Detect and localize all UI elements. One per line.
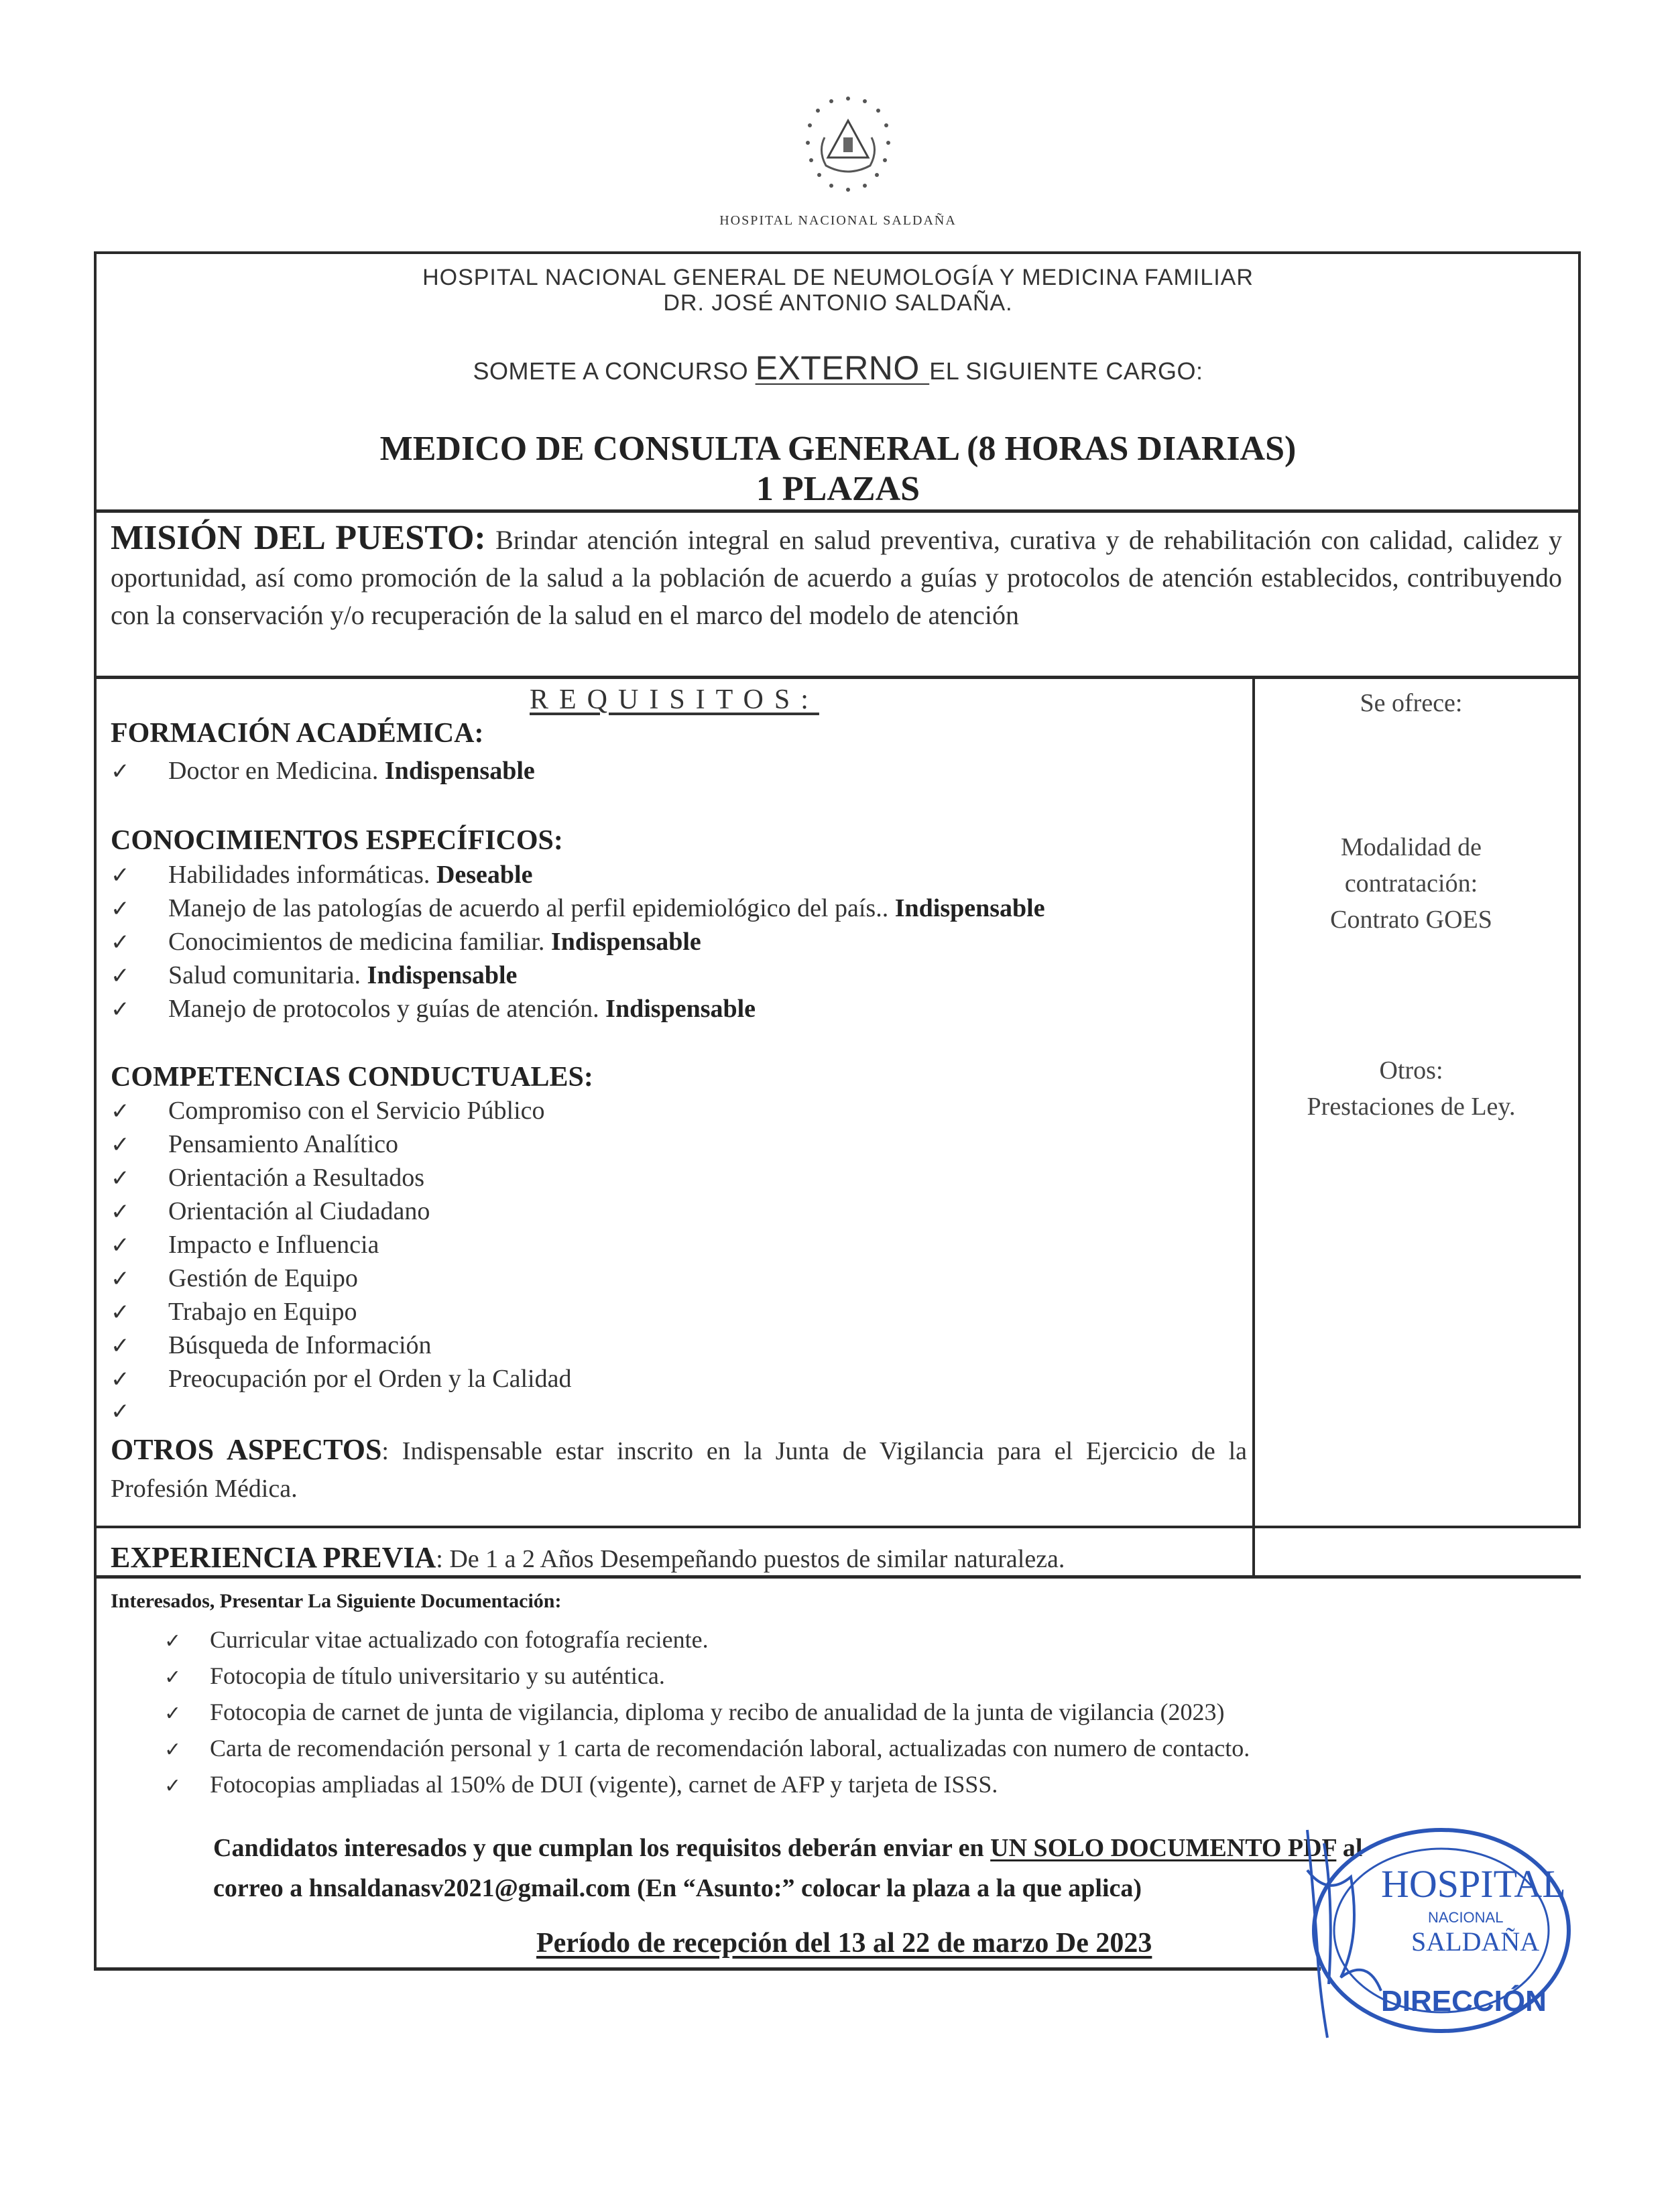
single-document-note: UN SOLO DOCUMENTO PDF (990, 1834, 1337, 1862)
list-item: ✓ Conocimientos de medicina familiar. Indispensable (111, 928, 701, 956)
list-item: ✓ Doctor en Medicina. Indispensable (111, 757, 535, 785)
divider-offer-column (1252, 676, 1255, 1575)
experience (111, 1540, 1065, 1575)
divider-requirements (94, 1575, 1581, 1579)
call-type: EXTERNO (755, 349, 930, 387)
offer-modality-3: Contrato GOES (1330, 906, 1492, 934)
coat-of-arms-icon (784, 90, 912, 211)
checkmark-icon: ✓ (111, 862, 130, 889)
emblem-caption: HOSPITAL NACIONAL SALDAÑA (719, 213, 957, 228)
list-item: ✓ Fotocopia de carnet de junta de vigilancia, diploma y recibo de anualidad de la junta de vigilancia (2023) (164, 1699, 1225, 1725)
other-aspects-text: : Indispensable estar inscrito en la Junta de Vigilancia para el Ejercicio de la Profesión Médica. (111, 1437, 1248, 1503)
other-aspects (111, 1431, 1247, 1508)
checkmark-icon: ✓ (111, 1299, 130, 1326)
call-prefix: SOMETE A CONCURSO (473, 357, 756, 385)
competencies-heading: COMPETENCIAS CONDUCTUALES: (111, 1062, 593, 1093)
other-aspects-label: OTROS ASPECTOS (111, 1433, 382, 1466)
list-item: ✓ Trabajo en Equipo (111, 1298, 357, 1326)
list-item: ✓ Pensamiento Analítico (111, 1130, 399, 1158)
list-item: ✓ Compromiso con el Servicio Público (111, 1097, 545, 1125)
list-item: ✓ Carta de recomendación personal y 1 carta de recomendación laboral, actualizadas con numero de contacto. (164, 1735, 1250, 1762)
offer-heading: Se ofrece: (1360, 689, 1463, 717)
checkmark-icon: ✓ (164, 1738, 182, 1762)
checkmark-icon: ✓ (111, 896, 130, 922)
list-item: ✓ Orientación a Resultados (111, 1164, 425, 1192)
checkmark-icon: ✓ (111, 758, 130, 785)
stamp-line2: NACIONAL (1428, 1909, 1504, 1926)
hospital-stamp (1287, 1817, 1582, 2044)
list-item: ✓ Fotocopias ampliadas al 150% de DUI (vigente), carnet de AFP y tarjeta de ISSS. (164, 1771, 998, 1798)
mission-text: Brindar atención integral en salud preventiva, curativa y de rehabilitación con calidad, calidez y oportunidad, así como promoción de la salud a la población de acuerdo a guías y protocolos de atención establecidos, contribuyendo con la conservación y/o recuperación de la salud en el marco del modelo de atención (111, 525, 1562, 630)
frame-left-bottom (94, 1528, 97, 1967)
checkmark-icon: ✓ (111, 1266, 130, 1292)
knowledge-heading: CONOCIMIENTOS ESPECÍFICOS: (111, 825, 563, 856)
checkmark-icon: ✓ (111, 1232, 130, 1259)
checkmark-icon: ✓ (111, 1131, 130, 1158)
checkmark-icon: ✓ (111, 1199, 130, 1225)
submission-line2: correo a hnsaldanasv2021@gmail.com (En “Asunto:” colocar la plaza a la que aplica) (213, 1874, 1142, 1902)
list-item: ✓ Habilidades informáticas. Deseable (111, 861, 533, 889)
offer-modality-2: contratación: (1344, 869, 1478, 898)
requirements-title: REQUISITOS: (530, 684, 819, 715)
list-item: ✓ Fotocopia de título universitario y su auténtica. (164, 1662, 665, 1689)
contest-call (0, 349, 1676, 387)
stamp-line4: DIRECCIÓN (1381, 1985, 1547, 2018)
experience-label: EXPERIENCIA PREVIA (111, 1541, 436, 1574)
checkmark-icon: ✓ (111, 963, 130, 989)
checkmark-icon: ✓ (111, 996, 130, 1023)
list-item: ✓ Impacto e Influencia (111, 1231, 379, 1259)
checkmark-icon: ✓ (111, 929, 130, 956)
checkmark-icon: ✓ (111, 1333, 130, 1359)
checkmark-icon: ✓ (164, 1666, 182, 1689)
list-item: ✓ Curricular vitae actualizado con fotografía reciente. (164, 1626, 709, 1653)
offer-modality-1: Modalidad de (1340, 833, 1482, 861)
divider-mission (94, 676, 1581, 679)
checkmark-icon: ✓ (111, 1366, 130, 1393)
stamp-line1: HOSPITAL (1381, 1862, 1566, 1906)
list-item (111, 1396, 168, 1426)
call-suffix: EL SIGUIENTE CARGO: (929, 357, 1203, 385)
checkmark-icon: ✓ (164, 1774, 182, 1798)
mission-block (111, 519, 1562, 634)
reception-period: Período de recepción del 13 al 22 de marzo De 2023 (536, 1928, 1152, 1959)
offer-others-2: Prestaciones de Ley. (1307, 1093, 1516, 1121)
list-item: ✓ Preocupación por el Orden y la Calidad (111, 1365, 572, 1393)
submission-line1: Candidatos interesados y que cumplan los requisitos deberán enviar en UN SOLO DOCUMENTO PDF al (213, 1834, 1363, 1862)
list-item: ✓ Búsqueda de Información (111, 1331, 432, 1359)
checkmark-icon: ✓ (164, 1630, 182, 1653)
divider-title (94, 509, 1581, 513)
list-item: ✓ Orientación al Ciudadano (111, 1197, 430, 1225)
position-title: MEDICO DE CONSULTA GENERAL (8 HORAS DIARIAS) (379, 430, 1297, 468)
documents-heading: Interesados, Presentar La Siguiente Documentación: (111, 1590, 562, 1612)
list-item: ✓ Gestión de Equipo (111, 1264, 358, 1292)
hospital-name-line1: HOSPITAL NACIONAL GENERAL DE NEUMOLOGÍA Y MEDICINA FAMILIAR (422, 265, 1254, 290)
stamp-line3: SALDAÑA (1411, 1926, 1540, 1957)
academic-heading: FORMACIÓN ACADÉMICA: (111, 718, 484, 749)
list-item: ✓ Manejo de protocolos y guías de atención. Indispensable (111, 995, 756, 1023)
list-item: ✓ Salud comunitaria. Indispensable (111, 961, 518, 989)
list-item: ✓ Manejo de las patologías de acuerdo al perfil epidemiológico del país.. Indispensable (111, 894, 1045, 922)
position-vacancies: 1 PLAZAS (756, 470, 920, 508)
checkmark-icon: ✓ (111, 1398, 130, 1425)
divider-bottom (94, 1967, 1321, 1971)
checkmark-icon: ✓ (164, 1702, 182, 1725)
hospital-name-line2: DR. JOSÉ ANTONIO SALDAÑA. (663, 290, 1013, 316)
experience-text: : De 1 a 2 Años Desempeñando puestos de similar naturaleza. (436, 1545, 1065, 1573)
offer-others-1: Otros: (1379, 1056, 1443, 1085)
signature-icon (1307, 1830, 1381, 2038)
checkmark-icon: ✓ (111, 1098, 130, 1125)
mission-label: MISIÓN DEL PUESTO: (111, 519, 486, 557)
checkmark-icon: ✓ (111, 1165, 130, 1192)
